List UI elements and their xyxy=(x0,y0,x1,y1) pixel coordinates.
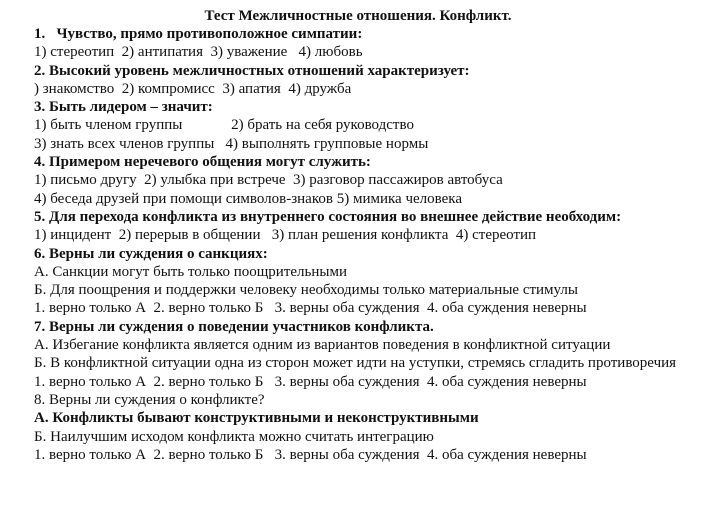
text-line: 4. Примером неречевого общения могут служить: xyxy=(34,154,371,171)
text-line: 1. верно только А 2. верно только Б 3. верны оба суждения 4. оба суждения неверны xyxy=(34,446,587,463)
text-line: 6. Верны ли суждения о санкциях: xyxy=(34,245,268,262)
text-line: ) знакомство 2) компромисс 3) апатия 4) дружба xyxy=(34,80,352,97)
text-line: 1) инцидент 2) перерыв в общении 3) план решения конфликта 4) стереотип xyxy=(34,227,537,244)
text-line: 5. Для перехода конфликта из внутреннего состояния во внешнее действие необходим: xyxy=(34,208,622,225)
text-line: 1. верно только А 2. верно только Б 3. верны оба суждения 4. оба суждения неверны xyxy=(34,300,587,317)
text-line: Б. Для поощрения и поддержки человеку необходимы только материальные стимулы xyxy=(34,282,578,299)
text-line: 3) знать всех членов группы 4) выполнять групповые нормы xyxy=(34,135,429,152)
text-line: 2. Высокий уровень межличностных отношений характеризует: xyxy=(34,62,470,79)
text-line: 1) письмо другу 2) улыбка при встрече 3) разговор пассажиров автобуса xyxy=(34,172,503,189)
text-line: 8. Верны ли суждения о конфликте? xyxy=(34,391,265,408)
text-line: А. Конфликты бывают конструктивными и неконструктивными xyxy=(34,410,479,427)
text-line: 4) беседа друзей при помощи символов-знаков 5) мимика человека xyxy=(34,190,463,207)
text-line: А. Избегание конфликта является одним из вариантов поведения в конфликтной ситуации xyxy=(34,337,611,354)
text-line: Б. Наилучшим исходом конфликта можно считать интеграцию xyxy=(34,428,434,445)
text-line: 7. Верны ли суждения о поведении участников конфликта. xyxy=(34,318,434,335)
document-title: Тест Межличностные отношения. Конфликт. xyxy=(204,8,512,24)
text-line: 1. Чувство, прямо противоположное симпатии: xyxy=(34,26,363,42)
text-line: А. Санкции могут быть только поощрительными xyxy=(34,263,347,280)
text-line: 1. верно только А 2. верно только Б 3. верны оба суждения 4. оба суждения неверны xyxy=(34,373,587,390)
text-line: Б. В конфликтной ситуации одна из сторон может идти на уступки, стремясь сгладить противоречия xyxy=(34,355,677,372)
text-line: 3. Быть лидером – значит: xyxy=(34,99,213,116)
text-line: 1) стереотип 2) антипатия 3) уважение 4) любовь xyxy=(34,44,363,61)
document-body xyxy=(34,25,716,464)
text-line: 1) быть членом группы 2) брать на себя руководство xyxy=(34,117,414,134)
